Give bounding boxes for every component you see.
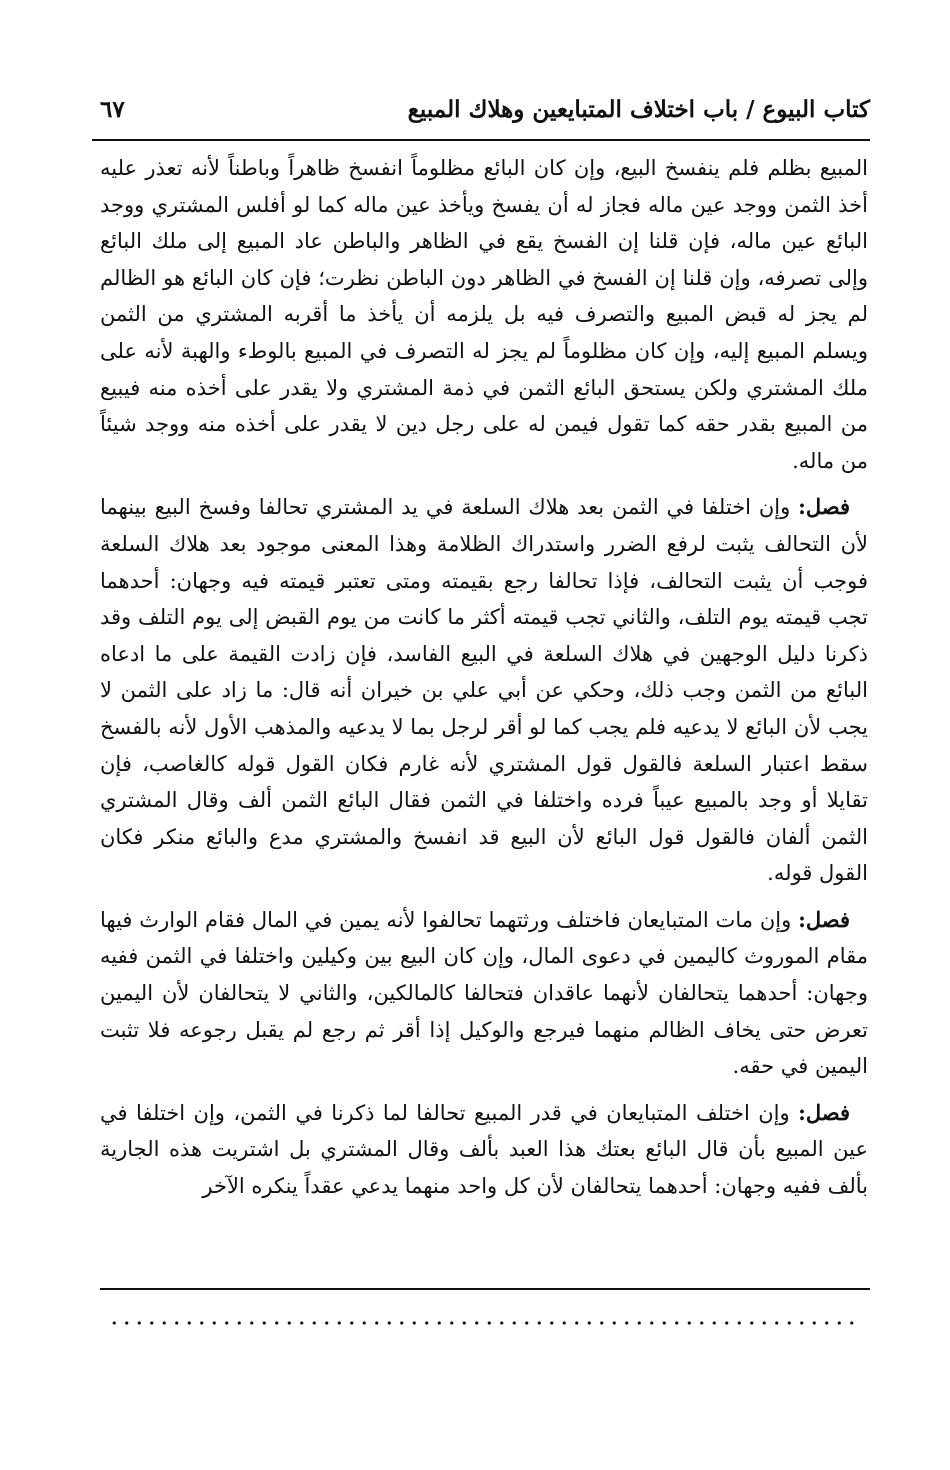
paragraph xyxy=(100,489,868,892)
dotted-separator xyxy=(108,1318,860,1328)
running-header xyxy=(92,88,870,132)
page-number: ٦٧ xyxy=(100,96,125,123)
section-heading: فصل: xyxy=(798,906,850,932)
paragraph xyxy=(100,902,868,1085)
paragraph xyxy=(100,150,868,479)
header-divider xyxy=(92,139,870,141)
body-text xyxy=(100,150,868,1215)
paragraph xyxy=(100,1095,868,1205)
footnote-divider xyxy=(100,1288,870,1290)
section-heading: فصل: xyxy=(798,494,850,520)
paragraph-text: وإن مات المتبايعان فاختلف ورثتهما تحالفوا لأنه يمين في المال فقام الوارث فيها مقام الموروث كاليمين في دعوى المال، وإن كان البيع بين وكيلين واختلفا في الثمن ففيه وجهان: أحدهما يتحالفان لأنهما عاقدان فتحالفا كالمالكين، والثاني لا يتحالفان لأن اليمين تعرض حتى يخاف الظالم منهما فيرجع والوكيل إذا أقر ثم رجع لم يقبل رجوعه فلا تثبت اليمين في حقه. xyxy=(100,907,868,1079)
paragraph-text: وإن اختلف المتبايعان في قدر المبيع تحالفا لما ذكرنا في الثمن، وإن اختلفا في عين المبيع بأن قال البائع بعتك هذا العبد بألف وقال المشتري بل اشتريت هذه الجارية بألف ففيه وجهان: أحدهما يتحالفان لأن كل واحد منهما يدعي عقداً ينكره الآخر xyxy=(100,1100,868,1199)
paragraph-text: وإن اختلفا في الثمن بعد هلاك السلعة في يد المشتري تحالفا وفسخ البيع بينهما لأن التحالف يثبت لرفع الضرر واستدراك الظلامة وهذا المعنى موجود بعد هلاك السلعة فوجب أن يثبت التحالف، فإذا تحالفا رجع بقيمته ومتى تعتبر قيمته فيه وجهان: أحدهما تجب قيمته يوم التلف، والثاني تجب قيمته أكثر ما كانت من يوم القبض إلى يوم التلف وقد ذكرنا دليل الوجهين في هلاك السلعة في البيع الفاسد، فإن زادت القيمة على ما ادعاه البائع من الثمن وجب ذلك، وحكي عن أبي علي بن خيران أنه قال: ما زاد على الثمن لا يجب لأن البائع لا يدعيه فلم يجب كما لو أقر لرجل بما لا يدعيه والمذهب الأول لأنه بالفسخ سقط اعتبار السلعة فالقول قول المشتري لأنه غارم فكان القول قوله كالغاصب، فإن تقايلا أو وجد بالمبيع عيباً فرده واختلفا في الثمن فقال البائع الثمن ألف وقال المشتري الثمن ألفان فالقول قول البائع لأن البيع قد انفسخ والمشتري مدع والبائع منكر فكان القول قوله. xyxy=(100,495,868,886)
section-heading: فصل: xyxy=(798,1099,850,1125)
chapter-title: كتاب البيوع / باب اختلاف المتبايعين وهلاك المبيع xyxy=(407,96,870,123)
paragraph-text: المبيع بظلم فلم ينفسخ البيع، وإن كان البائع مظلوماً انفسخ ظاهراً وباطناً لأنه تعذر عليه أخذ الثمن ووجد عين ماله فجاز له أن يفسخ ويأخذ عين ماله كما لو أفلس المشتري ووجد البائع عين ماله، فإن قلنا إن الفسخ يقع في الظاهر والباطن عاد المبيع إلى ملك البائع وإلى تصرفه، وإن قلنا إن الفسخ في الظاهر دون الباطن نظرت؛ فإن كان البائع هو الظالم لم يجز له قبض المبيع والتصرف فيه بل يلزمه أن يأخذ ما أقربه المشتري من الثمن ويسلم المبيع إليه، وإن كان مظلوماً لم يجز له التصرف في المبيع بالوطء والهبة لأنه على ملك المشتري ولكن يستحق البائع الثمن في ذمة المشتري ولا يقدر على أخذه منه فيبيع من المبيع بقدر حقه كما تقول فيمن له على رجل دين لا يقدر على أخذه منه ووجد شيئاً من ماله. xyxy=(100,156,868,473)
